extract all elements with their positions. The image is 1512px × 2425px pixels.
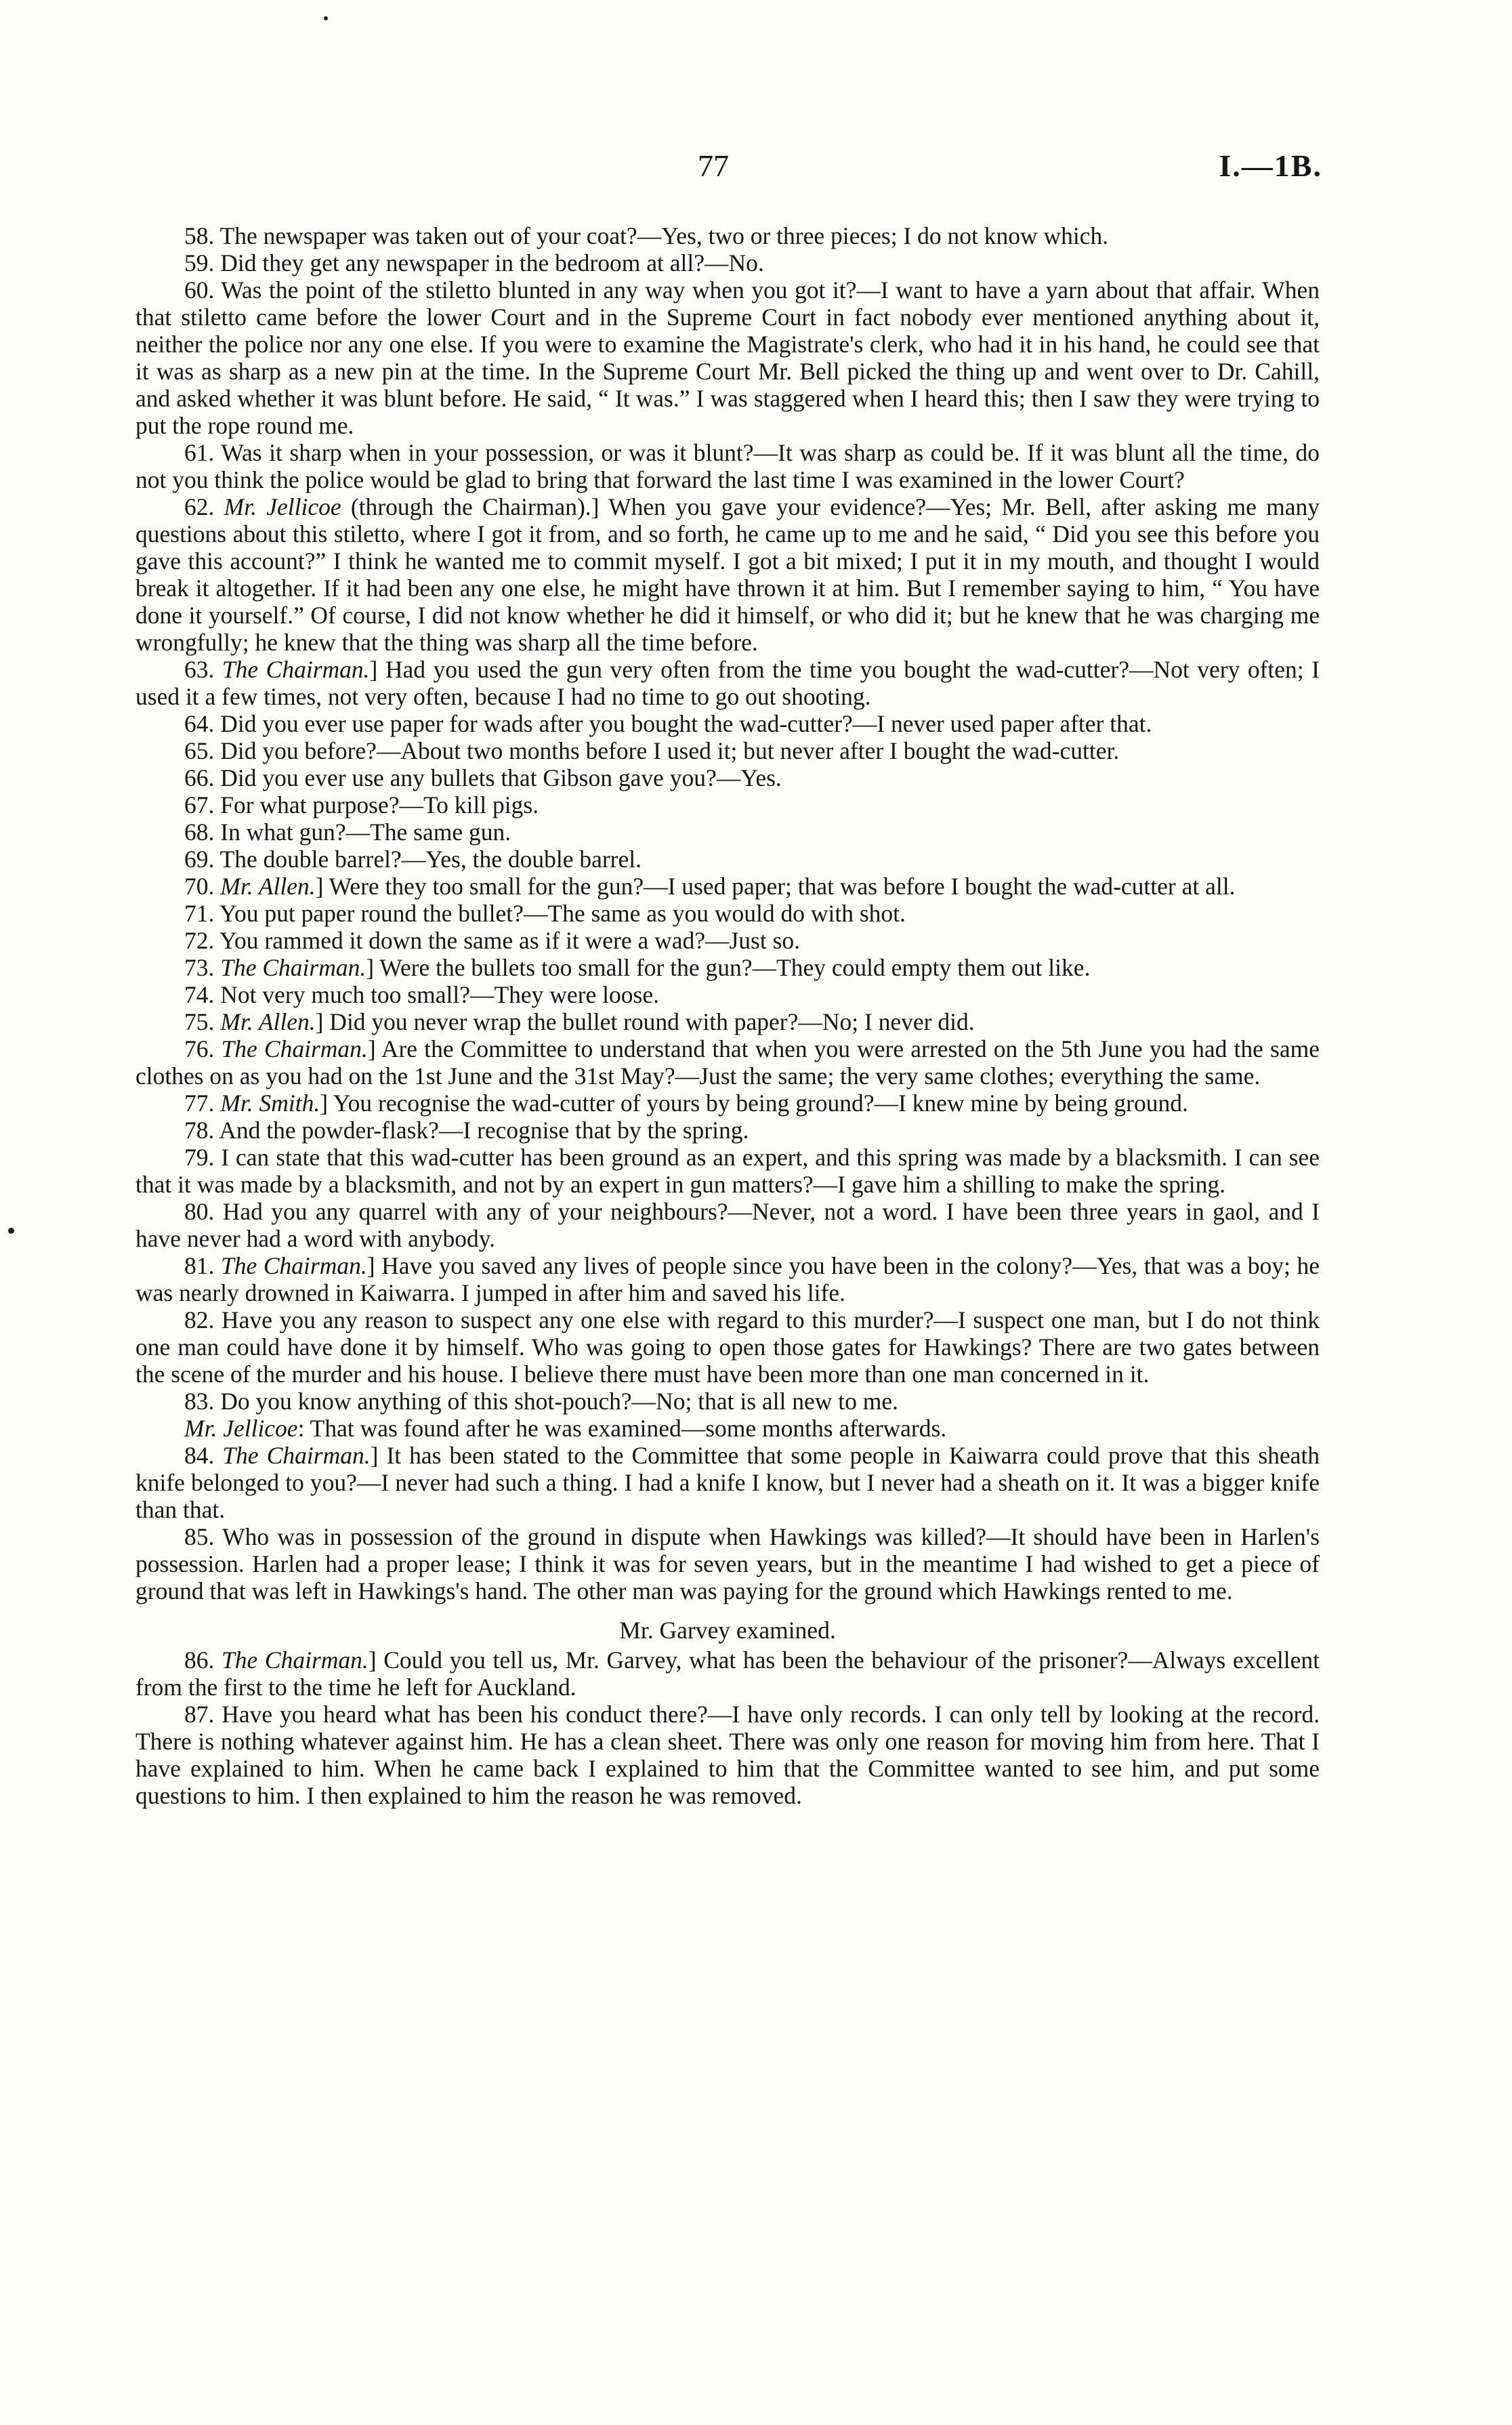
paragraph	[135, 873, 1320, 900]
paragraph-text: And the powder-flask?—I recognise that by the spring.	[219, 1117, 749, 1144]
paragraph	[135, 1035, 1320, 1090]
paragraph	[135, 927, 1320, 954]
paragraph	[135, 900, 1320, 927]
paragraph	[135, 818, 1320, 846]
paragraph-number: 74.	[184, 981, 215, 1008]
paragraph	[135, 1252, 1320, 1306]
paragraph	[135, 1306, 1320, 1388]
paragraph-number: 79.	[184, 1144, 215, 1171]
paragraph-text: Do you know anything of this shot-pouch?—No; that is all new to me.	[220, 1388, 899, 1415]
paragraph	[135, 1388, 1320, 1415]
paragraph-text: The newspaper was taken out of your coat?—Yes, two or three pieces; I do not know which.	[219, 222, 1109, 249]
speaker: Mr. Allen.	[220, 1008, 316, 1035]
paragraph	[135, 1701, 1320, 1809]
paragraph-number: 65.	[184, 737, 215, 764]
paragraph	[135, 846, 1320, 873]
paragraph-number: 83.	[184, 1388, 215, 1415]
ink-speck	[324, 16, 328, 20]
body-text	[135, 222, 1320, 1809]
paragraph-number: 76.	[184, 1035, 215, 1062]
paragraph-text: Was it sharp when in your possession, or was it blunt?—It was sharp as could be. If it was blunt all the time, do not you think the police would be glad to bring that forward the last time I was examined in the lower Court?	[135, 439, 1320, 493]
paragraph-text: I can state that this wad-cutter has been ground as an expert, and this spring was made by a blacksmith. I can see that it was made by a blacksmith, and not by an expert in gun matters?—I gave him a shilling to make the spring.	[135, 1144, 1320, 1198]
paragraph-number: 85.	[184, 1523, 215, 1550]
speaker: Mr. Allen.	[220, 873, 316, 900]
paragraph-number: 71.	[184, 900, 215, 927]
paragraph	[135, 764, 1320, 791]
paragraph-number: 60.	[184, 276, 215, 304]
paragraph-text: Had you any quarrel with any of your neighbours?—Never, not a word. I have been three years in gaol, and I have never had a word with anybody.	[135, 1198, 1320, 1252]
paragraph-text: Not very much too small?—They were loose.	[220, 981, 659, 1008]
section-heading: Mr. Garvey examined.	[619, 1617, 836, 1644]
paragraph-text: Did you ever use paper for wads after you bought the wad-cutter?—I never used paper after that.	[220, 710, 1152, 737]
paragraph	[135, 1090, 1320, 1117]
paragraph	[135, 1144, 1320, 1198]
speaker: Mr. Smith.	[220, 1090, 320, 1117]
paragraph	[135, 954, 1320, 981]
paragraph-number: 58.	[184, 222, 215, 249]
speaker: The Chairman.	[220, 1252, 367, 1279]
paragraph-text: ] Are the Committee to understand that when you were arrested on the 5th June you had the same clothes on as you had on the 1st June and the 31st May?—Just the same; the very same clothes; everything the same.	[135, 1035, 1320, 1090]
paragraph-text: Have you heard what has been his conduct there?—I have only records. I can only tell by looking at the record. There is nothing whatever against him. He has a clean sheet. There was only one reason for moving him from here. That I have explained to him. When he came back I explained to him that the Committee wanted to see him, and put some questions to him. I then explained to him the reason he was removed.	[135, 1701, 1320, 1809]
paragraph-text: Did you before?—About two months before I used it; but never after I bought the wad-cutter.	[220, 737, 1120, 764]
paragraph	[135, 249, 1320, 276]
paragraph	[135, 981, 1320, 1008]
paragraph-number: 59.	[184, 249, 215, 276]
speaker: The Chairman.	[222, 1442, 371, 1469]
paragraph-number: 70.	[184, 873, 215, 900]
paragraph	[135, 656, 1320, 710]
paragraph-number: 66.	[184, 764, 215, 791]
speaker: The Chairman.	[220, 954, 366, 981]
paragraph-number: 81.	[184, 1252, 215, 1279]
paragraph	[135, 1646, 1320, 1701]
paragraph-text: Did you ever use any bullets that Gibson gave you?—Yes.	[220, 764, 782, 791]
paragraph-text: (through the Chairman).] When you gave your evidence?—Yes; Mr. Bell, after asking me many questions about this stiletto, where I got it from, and so forth, he came up to me and he said, “ Did you see this before you gave this account?” I think he wanted me to commit myself. I got a bit mixed; I put it in my mouth, and thought I would break it altogether. If it had been any one else, he might have thrown it at him. But I remember saying to him, “ You have done it yourself.” Of course, I did not know whether he did it himself, or who did it; but he knew that he was charging me wrongfully; he knew that the thing was sharp all the time before.	[135, 493, 1320, 656]
paragraph	[135, 493, 1320, 656]
paragraph-number: 75.	[184, 1008, 215, 1035]
paragraph	[135, 737, 1320, 764]
paragraph-number: 72.	[184, 927, 215, 954]
paragraph-number: 77.	[184, 1090, 215, 1117]
speaker: Mr. Jellicoe	[224, 493, 341, 520]
speaker: Mr. Jellicoe	[184, 1415, 298, 1442]
paragraph-text: Who was in possession of the ground in dispute when Hawkings was killed?—It should have been in Harlen's possession. Harlen had a proper lease; I think it was for seven years, but in the meantime I had wished to get a piece of ground that was left in Hawkings's hand. The other man was paying for the ground which Hawkings rented to me.	[135, 1523, 1320, 1604]
paragraph-number: 64.	[184, 710, 215, 737]
paragraph-text: In what gun?—The same gun.	[220, 818, 511, 846]
paragraph-text: ] Were the bullets too small for the gun?—They could empty them out like.	[366, 954, 1091, 981]
paragraph-number: 80.	[184, 1198, 215, 1225]
paragraph-number: 67.	[184, 791, 215, 818]
paragraph-text: The double barrel?—Yes, the double barrel.	[219, 846, 642, 873]
paragraph-number: 86.	[184, 1646, 215, 1674]
paragraph-text: ] It has been stated to the Committee that some people in Kaiwarra could prove that this sheath knife belonged to you?—I never had such a thing. I had a knife I know, but I never had a sheath on it. It was a bigger knife than that.	[135, 1442, 1320, 1523]
paragraph-text: ] Have you saved any lives of people since you have been in the colony?—Yes, that was a boy; he was nearly drowned in Kaiwarra. I jumped in after him and saved his life.	[135, 1252, 1320, 1306]
paragraph-number: 68.	[184, 818, 215, 846]
ink-speck	[8, 1228, 14, 1234]
paragraph	[135, 1008, 1320, 1035]
document-reference: I.—1B.	[1219, 148, 1322, 183]
paragraph	[135, 1523, 1320, 1604]
page-number: 77	[698, 148, 729, 183]
paragraph-text: Was the point of the stiletto blunted in any way when you got it?—I want to have a yarn about that affair. When that stiletto came before the lower Court and in the Supreme Court in fact nobody ever mentioned anything about it, neither the police nor any one else. If you were to examine the Magistrate's clerk, who had it in his hand, he could see that it was as sharp as a new pin at the time. In the Supreme Court Mr. Bell picked the thing up and went over to Dr. Cahill, and asked whether it was blunt before. He said, “ It was.” I was staggered when I heard this; then I saw they were trying to put the rope round me.	[135, 276, 1320, 439]
paragraph	[135, 1117, 1320, 1144]
speaker: The Chairman.	[221, 1035, 368, 1062]
paragraph-number: 84.	[184, 1442, 215, 1469]
page-header	[0, 148, 1512, 188]
paragraph	[135, 710, 1320, 737]
speaker: The Chairman.	[222, 1646, 369, 1674]
paragraph-text: Have you any reason to suspect any one else with regard to this murder?—I suspect one man, but I do not think one man could have done it by himself. Who was going to open those gates for Hawkings? There are two gates between the scene of the murder and his house. I believe there must have been more than one man concerned in it.	[135, 1306, 1320, 1388]
paragraph-text: ] Were they too small for the gun?—I used paper; that was before I bought the wad-cutter at all.	[315, 873, 1236, 900]
paragraph	[135, 276, 1320, 439]
paragraph	[135, 1442, 1320, 1523]
paragraph-text: You rammed it down the same as if it were a wad?—Just so.	[219, 927, 801, 954]
paragraph-number: 62.	[184, 493, 215, 520]
paragraph-number: 61.	[184, 439, 215, 466]
paragraph-text: ] You recognise the wad-cutter of yours by being ground?—I knew mine by being ground.	[320, 1090, 1188, 1117]
paragraph	[135, 222, 1320, 249]
paragraph-text: ] Did you never wrap the bullet round with paper?—No; I never did.	[315, 1008, 975, 1035]
speaker: The Chairman.	[222, 656, 370, 683]
paragraph	[135, 1415, 1320, 1442]
paragraph	[135, 439, 1320, 493]
paragraph-number: 87.	[184, 1701, 215, 1728]
paragraph-text: You put paper round the bullet?—The same as you would do with shot.	[219, 900, 906, 927]
paragraph-number: 82.	[184, 1306, 215, 1333]
paragraph-text: ] Had you used the gun very often from the time you bought the wad-cutter?—Not very often; I used it a few times, not very often, because I had no time to go out shooting.	[135, 656, 1320, 710]
paragraph	[135, 1198, 1320, 1252]
paragraph-text: ] Could you tell us, Mr. Garvey, what has been the behaviour of the prisoner?—Always excellent from the first to the time he left for Auckland.	[135, 1646, 1320, 1701]
paragraph-text: For what purpose?—To kill pigs.	[220, 791, 539, 818]
paragraph-number: 78.	[184, 1117, 215, 1144]
paragraph-number: 73.	[184, 954, 215, 981]
paragraph-number: 63.	[184, 656, 215, 683]
paragraph-text: : That was found after he was examined—some months afterwards.	[297, 1415, 947, 1442]
paragraph-number: 69.	[184, 846, 215, 873]
paragraph-text: Did they get any newspaper in the bedroom at all?—No.	[220, 249, 764, 276]
paragraph	[135, 791, 1320, 818]
